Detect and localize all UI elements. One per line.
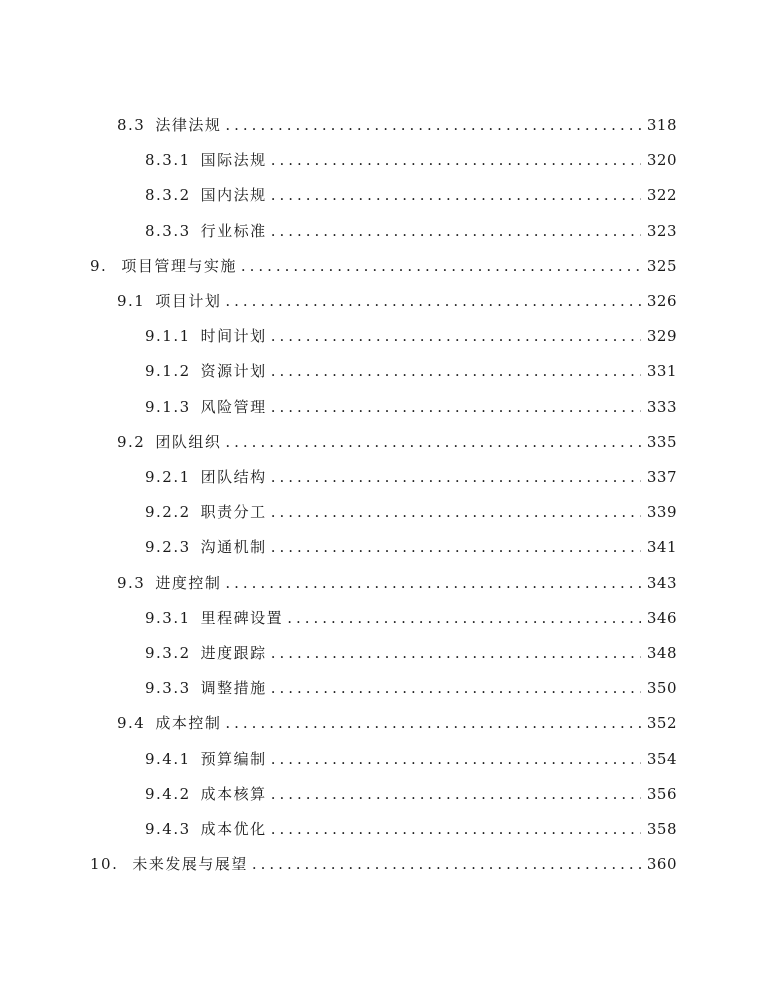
toc-entry-number: 8.3.3 (145, 221, 191, 240)
toc-entry-page: 346 (646, 608, 677, 627)
toc-entry-page: 360 (646, 855, 677, 874)
toc-dot-leader (271, 222, 641, 240)
toc-dot-leader (225, 574, 640, 592)
toc-entry-number: 9.2.2 (145, 503, 191, 522)
toc-entry-number: 9.2 (117, 432, 146, 451)
toc-entry[interactable] (145, 466, 677, 488)
toc-entry-page: 354 (646, 749, 677, 768)
toc-dot-leader (271, 398, 641, 416)
toc-entry-page: 341 (646, 538, 677, 557)
toc-entry[interactable] (145, 184, 677, 206)
toc-entry-title: 未来发展与展望 (132, 855, 248, 874)
toc-dot-leader (271, 327, 641, 345)
toc-entry-number: 9.4.2 (145, 784, 191, 803)
toc-entry[interactable] (145, 325, 677, 347)
toc-entry[interactable] (145, 396, 677, 418)
toc-entry-title: 里程碑设置 (200, 608, 284, 627)
toc-entry-title: 法律法规 (155, 116, 222, 134)
toc-entry-title: 行业标准 (200, 221, 267, 240)
toc-dot-leader (271, 644, 641, 662)
toc-entry[interactable] (117, 290, 677, 312)
toc-entry-number: 9.2.1 (145, 468, 191, 486)
toc-entry-page: 331 (646, 362, 677, 381)
toc-entry[interactable] (145, 149, 677, 171)
toc-entry-title: 国际法规 (200, 151, 267, 170)
toc-entry-page: 358 (646, 820, 677, 838)
toc-entry[interactable] (145, 748, 677, 770)
toc-entry-title: 职责分工 (200, 503, 267, 522)
toc-entry-number: 10. (90, 855, 119, 874)
toc-dot-leader (225, 433, 640, 451)
toc-entry[interactable] (145, 677, 677, 699)
toc-entry-title: 预算编制 (200, 749, 267, 768)
toc-entry-number: 9.4 (117, 714, 146, 733)
toc-entry[interactable] (90, 255, 677, 277)
toc-dot-leader (271, 186, 641, 204)
toc-dot-leader (271, 679, 641, 697)
toc-entry-page: 320 (646, 151, 677, 170)
toc-entry-page: 333 (646, 397, 677, 416)
toc-entry[interactable] (145, 536, 677, 558)
toc-entry[interactable] (145, 642, 677, 664)
toc-dot-leader (225, 292, 640, 310)
toc-entry-number: 9.3 (117, 573, 146, 592)
toc-entry[interactable] (145, 818, 677, 840)
toc-entry[interactable] (117, 572, 677, 594)
toc-entry-page: 326 (646, 292, 677, 310)
toc-entry-page: 348 (646, 644, 677, 662)
toc-entry-number: 9.4.1 (145, 749, 191, 768)
toc-dot-leader (271, 538, 641, 556)
toc-entry[interactable] (145, 607, 677, 629)
toc-entry-title: 进度跟踪 (200, 644, 267, 662)
toc-dot-leader (271, 468, 641, 486)
toc-entry-title: 进度控制 (155, 573, 222, 592)
toc-entry-title: 团队组织 (155, 432, 222, 451)
toc-dot-leader (271, 750, 641, 768)
toc-entry-page: 318 (646, 116, 677, 134)
toc-entry-page: 329 (646, 327, 677, 346)
toc-entry-number: 9.4.3 (145, 820, 191, 838)
toc-entry-title: 成本优化 (200, 820, 267, 838)
toc-entry-number: 8.3.2 (145, 186, 191, 205)
toc-entry-number: 9.1.2 (145, 362, 191, 381)
toc-entry-page: 352 (646, 714, 677, 733)
toc-entry-title: 项目计划 (155, 292, 222, 310)
toc-entry-page: 343 (646, 573, 677, 592)
toc-entry-title: 调整措施 (200, 679, 267, 698)
toc-entry-number: 9.3.2 (145, 644, 191, 662)
toc-entry[interactable] (145, 220, 677, 242)
toc-entry-title: 国内法规 (200, 186, 267, 205)
toc-entry-title: 成本控制 (155, 714, 222, 733)
toc-entry-number: 8.3 (117, 116, 146, 134)
toc-entry-title: 成本核算 (200, 784, 267, 803)
toc-dot-leader (287, 609, 641, 627)
toc-entry-number: 9.1.3 (145, 397, 191, 416)
toc-entry-title: 团队结构 (200, 468, 267, 486)
toc-entry[interactable] (145, 360, 677, 382)
toc-entry-page: 335 (646, 432, 677, 451)
toc-entry-page: 323 (646, 221, 677, 240)
toc-entry[interactable] (117, 114, 677, 136)
toc-dot-leader (271, 820, 641, 838)
toc-entry-page: 325 (646, 256, 677, 275)
toc-dot-leader (252, 855, 641, 873)
toc-entry-number: 9.1 (117, 292, 146, 310)
toc-dot-leader (271, 785, 641, 803)
toc-entry-title: 风险管理 (200, 397, 267, 416)
toc-entry-number: 9.3.1 (145, 608, 191, 627)
toc-entry[interactable] (117, 712, 677, 734)
toc-dot-leader (225, 116, 640, 134)
toc-entry-number: 8.3.1 (145, 151, 191, 170)
toc-entry-number: 9.1.1 (145, 327, 191, 346)
toc-entry[interactable] (145, 783, 677, 805)
toc-entry-title: 时间计划 (200, 327, 267, 346)
toc-dot-leader (271, 362, 641, 380)
toc-dot-leader (271, 503, 641, 521)
toc-entry-page: 356 (646, 784, 677, 803)
toc-entry-page: 350 (646, 679, 677, 698)
toc-dot-leader (241, 257, 641, 275)
toc-entry[interactable] (117, 431, 677, 453)
toc-dot-leader (271, 151, 641, 169)
toc-entry[interactable] (90, 853, 677, 875)
toc-entry-page: 339 (646, 503, 677, 522)
toc-entry-page: 322 (646, 186, 677, 205)
toc-entry-title: 项目管理与实施 (121, 256, 237, 275)
toc-entry[interactable] (145, 501, 677, 523)
toc-entry-title: 资源计划 (200, 362, 267, 381)
toc-entry-number: 9.3.3 (145, 679, 191, 698)
toc-entry-number: 9. (90, 256, 108, 275)
toc-entry-title: 沟通机制 (200, 538, 267, 557)
toc-entry-page: 337 (646, 468, 677, 486)
toc-dot-leader (225, 714, 640, 732)
toc-entry-number: 9.2.3 (145, 538, 191, 557)
